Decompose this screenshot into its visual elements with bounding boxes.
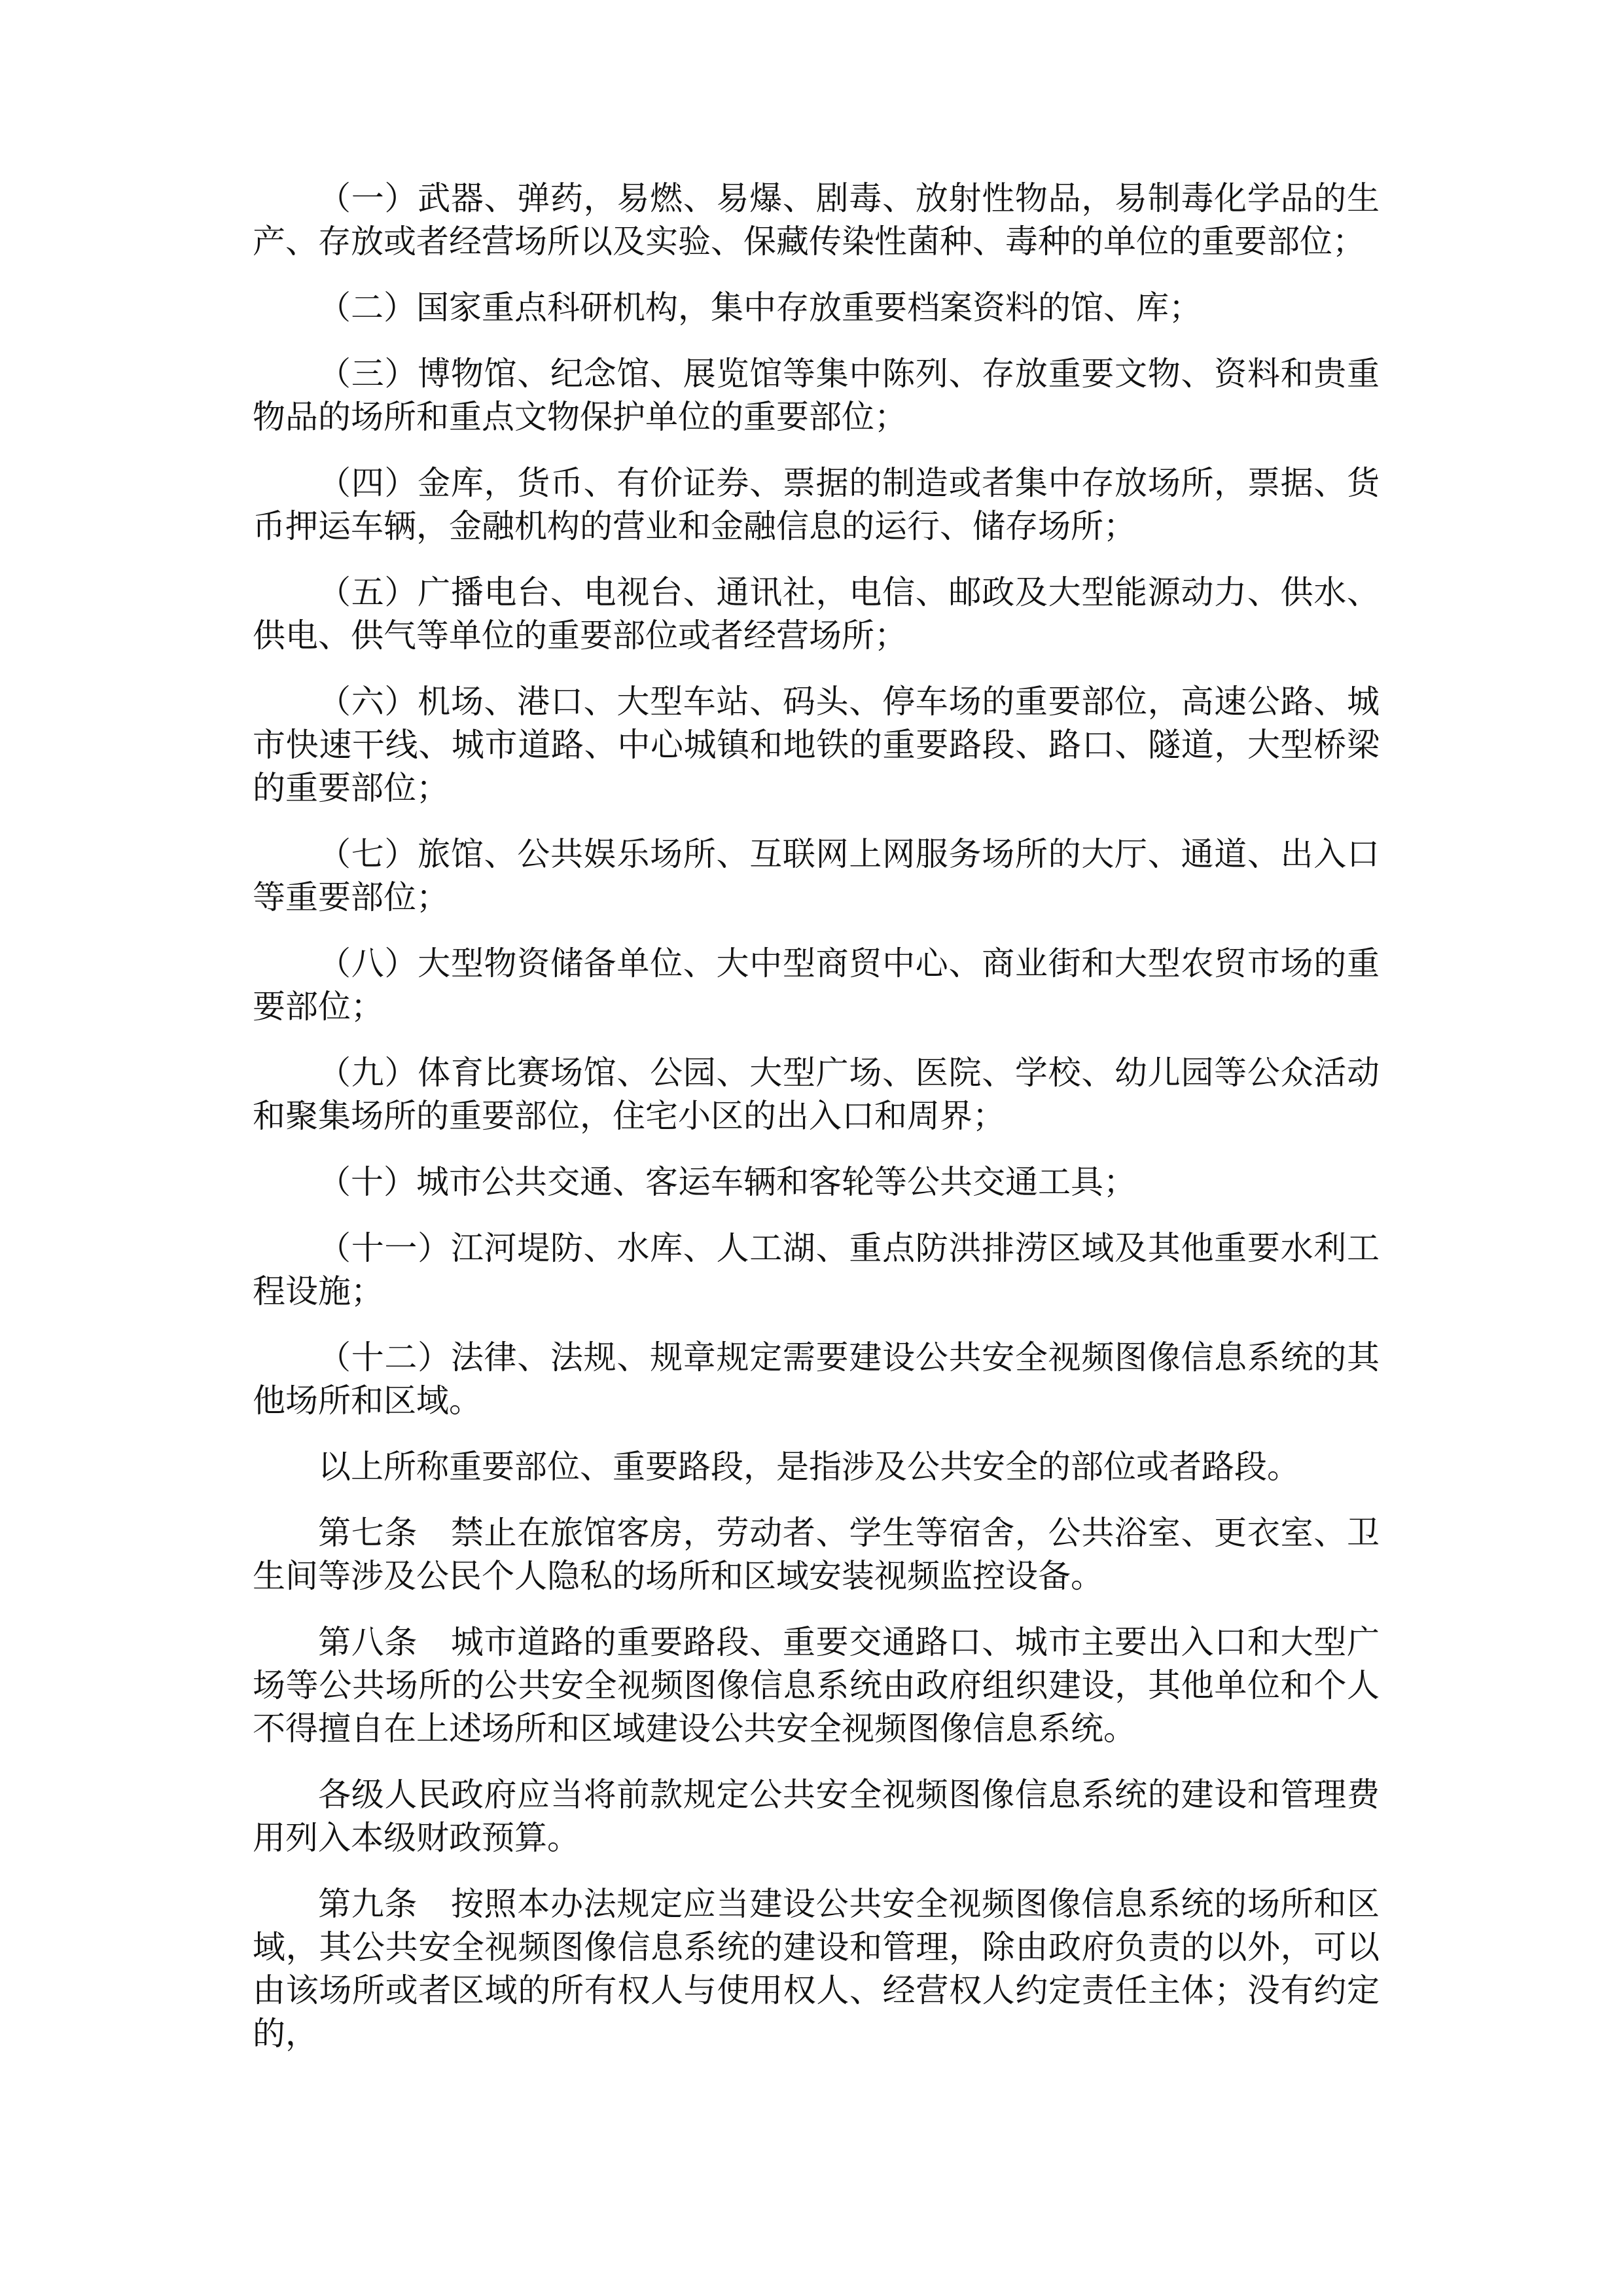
- paragraph-article-9: 第九条 按照本办法规定应当建设公共安全视频图像信息系统的场所和区域，其公共安全视频图像信息系统的建设和管理，除由政府负责的以外，可以由该场所或者区域的所有权人与使用权人、经营权人约定责任主体；没有约定的，: [253, 1885, 1380, 2053]
- paragraph-item-11: （十一）江河堤防、水库、人工湖、重点防洪排涝区域及其他重要水利工程设施；: [253, 1229, 1380, 1310]
- paragraph-item-2: （二）国家重点科研机构，集中存放重要档案资料的馆、库；: [318, 289, 1202, 327]
- paragraph-item-1: （一）武器、弹药，易燃、易爆、剧毒、放射性物品，易制毒化学品的生产、存放或者经营场所以及实验、保藏传染性菌种、毒种的单位的重要部位；: [253, 179, 1380, 260]
- paragraph-item-5: （五）广播电台、电视台、通讯社，电信、邮政及大型能源动力、供水、供电、供气等单位的重要部位或者经营场所；: [253, 573, 1380, 655]
- paragraph-item-7: （七）旅馆、公共娱乐场所、互联网上网服务场所的大厅、通道、出入口等重要部位；: [253, 835, 1380, 916]
- paragraph-item-12: （十二）法律、法规、规章规定需要建设公共安全视频图像信息系统的其他场所和区域。: [253, 1338, 1380, 1420]
- paragraph-item-3: （三）博物馆、纪念馆、展览馆等集中陈列、存放重要文物、资料和贵重物品的场所和重点文物保护单位的重要部位；: [253, 355, 1380, 436]
- paragraph-definition: 以上所称重要部位、重要路段，是指涉及公共安全的部位或者路段。: [318, 1448, 1300, 1486]
- paragraph-item-9: （九）体育比赛场馆、公园、大型广场、医院、学校、幼儿园等公众活动和聚集场所的重要部位，住宅小区的出入口和周界；: [253, 1054, 1380, 1135]
- paragraph-item-6: （六）机场、港口、大型车站、码头、停车场的重要部位，高速公路、城市快速干线、城市道路、中心城镇和地铁的重要路段、路口、隧道，大型桥梁的重要部位；: [253, 683, 1380, 807]
- paragraph-article-8: 第八条 城市道路的重要路段、重要交通路口、城市主要出入口和大型广场等公共场所的公共安全视频图像信息系统由政府组织建设，其他单位和个人不得擅自在上述场所和区域建设公共安全视频图像信息系统。: [253, 1623, 1380, 1748]
- paragraph-item-8: （八）大型物资储备单位、大中型商贸中心、商业街和大型农贸市场的重要部位；: [253, 944, 1380, 1026]
- paragraph-article-8-budget: 各级人民政府应当将前款规定公共安全视频图像信息系统的建设和管理费用列入本级财政预算。: [253, 1776, 1380, 1857]
- paragraph-article-7: 第七条 禁止在旅馆客房，劳动者、学生等宿舍，公共浴室、更衣室、卫生间等涉及公民个人隐私的场所和区域安装视频监控设备。: [253, 1514, 1380, 1595]
- paragraph-item-10: （十）城市公共交通、客运车辆和客轮等公共交通工具；: [318, 1163, 1136, 1201]
- paragraph-item-4: （四）金库，货币、有价证券、票据的制造或者集中存放场所，票据、货币押运车辆，金融机构的营业和金融信息的运行、储存场所；: [253, 464, 1380, 545]
- document-body: [253, 177, 1380, 2078]
